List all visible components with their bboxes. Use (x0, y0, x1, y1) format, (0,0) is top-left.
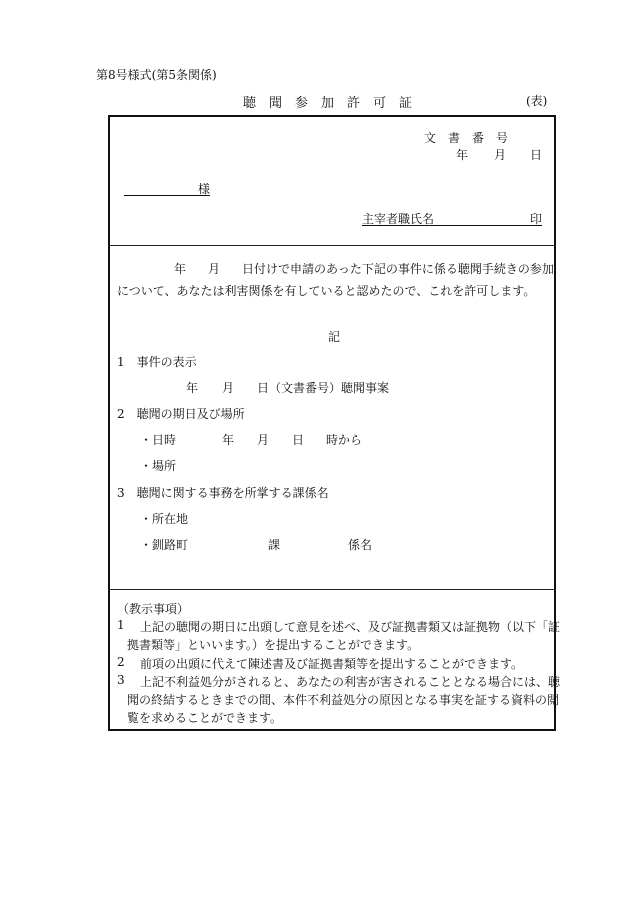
addressee-line (124, 181, 210, 196)
note3-number: 3 (117, 673, 125, 687)
item3-town: ・釧路町 (140, 538, 189, 552)
item2-place-label: ・場所 (140, 459, 177, 473)
section-divider-1 (108, 245, 556, 246)
item2-month: 月 (257, 433, 270, 447)
notes-heading: （教示事項） (117, 602, 190, 616)
intro-year: 年 (174, 262, 187, 276)
item1-label: 1 事件の表示 (117, 355, 197, 369)
note3-line2: 聞の終結するときまでの間、本件不利益処分の原因となる事実を証する資料の閲 (127, 693, 560, 707)
item1-detail: 日（文書番号）聴聞事案 (257, 381, 390, 395)
intro-text: 日付けで申請のあった下記の事件に係る聴聞手続きの参加 (242, 262, 554, 276)
addressee-suffix: 様 (197, 182, 210, 196)
ki-heading: 記 (328, 330, 341, 344)
note2-line1: 前項の出頭に代えて陳述書及び証拠書類等を提出することができます。 (140, 657, 524, 671)
seal-label: 印 (529, 212, 542, 226)
intro-month: 月 (208, 262, 221, 276)
item2-day: 日 (292, 433, 305, 447)
item2-datetime-label: ・日時 (140, 433, 177, 447)
section-divider-2 (108, 589, 556, 590)
item3-subsection: 係名 (348, 538, 373, 552)
note1-number: 1 (117, 618, 125, 632)
item3-location-label: ・所在地 (140, 512, 189, 526)
item2-time: 時から (326, 433, 363, 447)
issuer-line (362, 210, 542, 226)
doc-number-label: 文書番号 (424, 131, 521, 145)
item1-year: 年 (186, 381, 199, 395)
form-number-label: 第8号様式(第5条関係) (96, 68, 217, 82)
date-year: 年 (456, 148, 469, 162)
face-side-label: (表) (526, 94, 548, 108)
note1-line2: 拠書類等」といいます。）を提出することができます。 (127, 638, 420, 652)
note3-line1: 上記不利益処分がされると、あなたの利害が害されることとなる場合には、聴 (140, 675, 561, 689)
issuer-label: 主宰者職氏名 (362, 212, 435, 226)
date-day: 日 (530, 148, 543, 162)
note3-line3: 覧を求めることができます。 (127, 711, 283, 725)
item1-month: 月 (222, 381, 235, 395)
date-month: 月 (494, 148, 507, 162)
document-title: 聴聞参加許可証 (243, 96, 426, 111)
intro-text-line2: について、あなたは利害関係を有していると認めたので、これを許可します。 (117, 284, 536, 298)
note1-line1: 上記の聴聞の期日に出頭して意見を述べ、及び証拠書類又は証拠物（以下「証 (140, 620, 561, 634)
item3-label: 3 聴聞に関する事務を所掌する課係名 (117, 486, 329, 500)
note2-number: 2 (117, 655, 125, 669)
item2-label: 2 聴聞の期日及び場所 (117, 407, 245, 421)
item2-year: 年 (222, 433, 235, 447)
item3-section: 課 (268, 538, 281, 552)
